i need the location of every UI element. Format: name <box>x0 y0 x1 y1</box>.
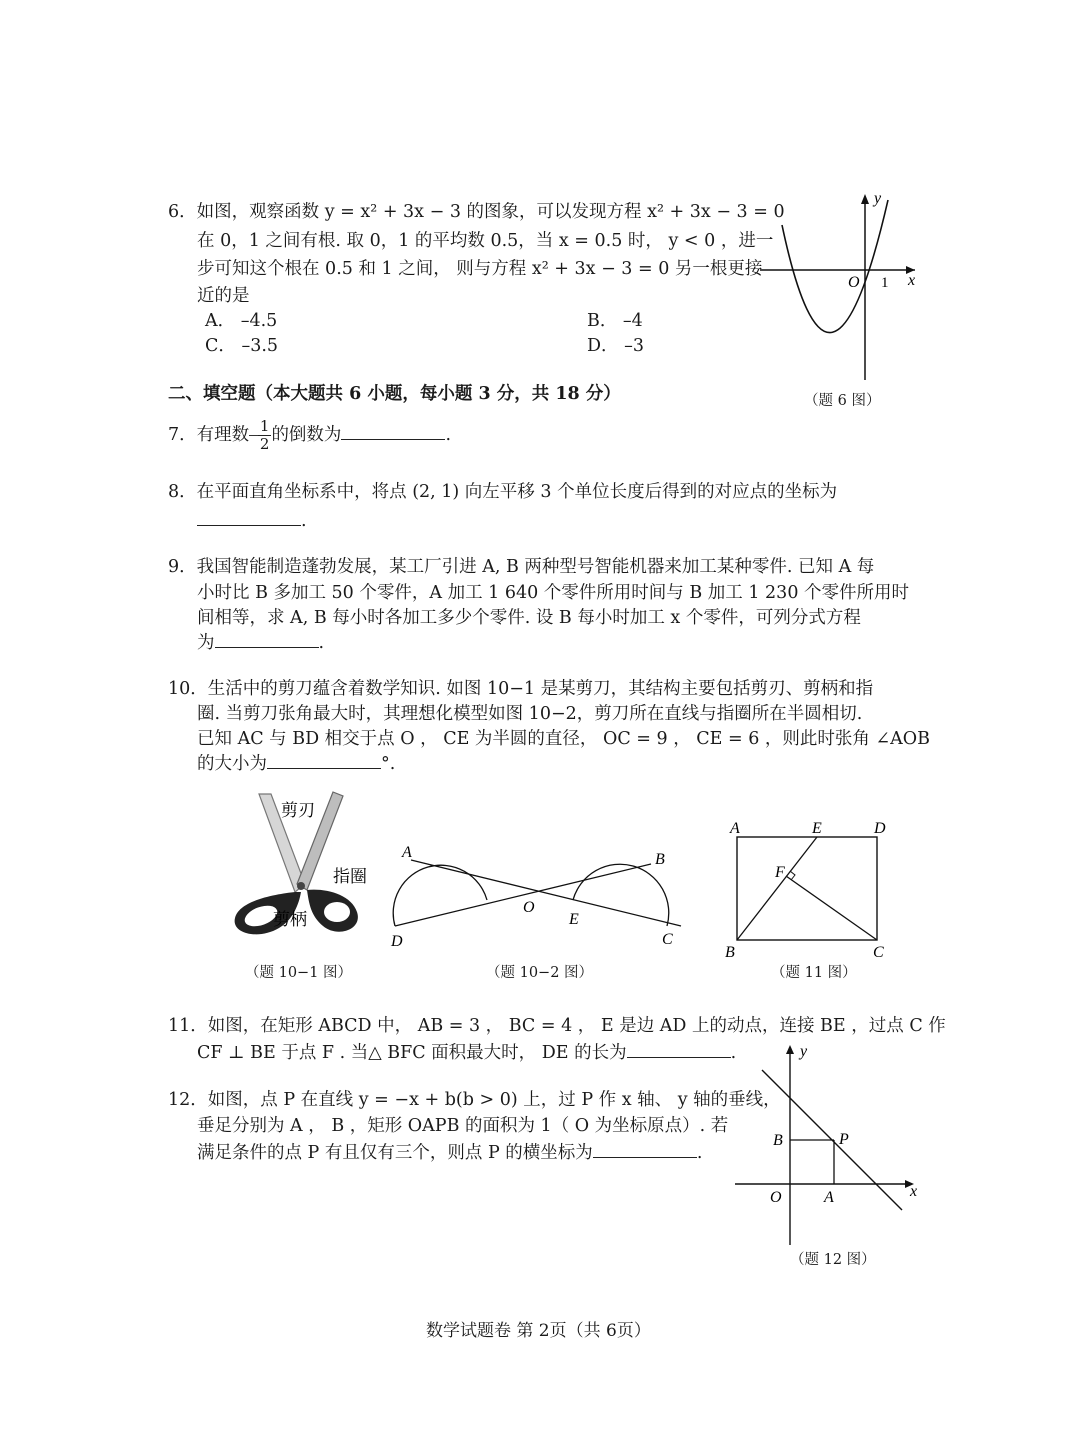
point-f-label: F <box>775 864 785 881</box>
q7-question <box>168 418 451 453</box>
semicircle-right <box>573 864 669 926</box>
q8-line-1: 8．在平面直角坐标系中，将点 (2, 1) 向左平移 3 个单位长度后得到的对应点的坐标为 <box>168 482 838 502</box>
q9-line-1: 9．我国智能制造蓬勃发展，某工厂引进 A, B 两种型号智能机器来加工某种零件. 已知 A 每 <box>168 557 875 577</box>
q6-line-2: 在 0，1 之间有根. 取 0，1 的平均数 0.5，当 x = 0.5 时， y < 0 ，进一 <box>197 231 774 251</box>
fig10-2-geometry <box>385 840 685 955</box>
q12-line-1: 12．如图，点 P 在直线 y = −x + b(b > 0) 上，过 P 作 x 轴、 y 轴的垂线， <box>168 1090 781 1110</box>
q10-end: °. <box>381 754 396 774</box>
q7-end: . <box>445 425 452 445</box>
point-d-label: D <box>874 820 886 837</box>
q6-figure-caption: （题 6 图） <box>804 393 881 409</box>
scissors-pivot <box>297 882 305 890</box>
q7-fraction <box>258 418 272 453</box>
q12-line-2: 垂足分别为 A ， B ，矩形 OAPB 的面积为 1（ O 为坐标原点）. 若 <box>197 1116 729 1136</box>
q6-option-a: A． –4.5 <box>205 311 278 331</box>
y-label: y <box>874 190 882 207</box>
q11-answer-blank[interactable] <box>627 1041 731 1058</box>
q8-end: . <box>301 511 307 531</box>
point-c-label: C <box>662 931 673 948</box>
q6-line-1: 6．如图，观察函数 y = x² + 3x − 3 的图象，可以发现方程 x² + 3x − 3 = 0 <box>168 202 785 222</box>
y-label: y <box>800 1043 808 1060</box>
q7-minus: – <box>249 424 258 444</box>
q10-line-3: 已知 AC 与 BD 相交于点 O ， CE 为半圆的直径， OC = 9 ， CE = 6 ，则此时张角 ∠AOB <box>197 729 930 749</box>
point-a-label: A <box>730 820 740 837</box>
point-b-label: B <box>773 1132 783 1149</box>
segment-be <box>737 837 817 940</box>
origin-label: O <box>848 274 860 291</box>
scissors-ring-right-hole <box>324 902 350 922</box>
q11-line-1: 11．如图，在矩形 ABCD 中， AB = 3 ， BC = 4 ， E 是边 AD 上的动点，连接 BE ，过点 C 作 <box>168 1016 946 1036</box>
q12-line-3-prefix: 满足条件的点 P 有且仅有三个，则点 P 的横坐标为 <box>197 1143 593 1163</box>
q7-answer-blank[interactable] <box>341 423 445 440</box>
q7-fraction-numerator: 1 <box>259 417 270 435</box>
q9-line-3: 间相等，求 A, B 每小时各加工多少个零件. 设 B 每小时加工 x 个零件，可列分式方程 <box>197 608 861 628</box>
q6-option-c: C． –3.5 <box>205 336 279 356</box>
x-label: x <box>910 1183 918 1200</box>
q7-fraction-denominator: 2 <box>259 435 270 453</box>
q8-answer-blank[interactable] <box>197 509 301 526</box>
scissors-figure <box>225 788 385 948</box>
page-footer: 数学试题卷 第 2页（共 6页） <box>426 1321 651 1341</box>
q10-line-4 <box>197 752 395 775</box>
point-d-label: D <box>391 933 403 950</box>
fig12-caption: （题 12 图） <box>790 1252 876 1268</box>
q12-answer-blank[interactable] <box>593 1141 697 1158</box>
y-axis-arrow <box>861 194 869 204</box>
x-label: x <box>908 272 916 289</box>
q8-answer-line <box>197 509 307 532</box>
section-2-title: 二、填空题（本大题共 6 小题，每小题 3 分，共 18 分） <box>168 384 621 404</box>
q6-line-3: 步可知这个根在 0.5 和 1 之间， 则与方程 x² + 3x − 3 = 0 另一根更接 <box>197 259 763 279</box>
q10-answer-blank[interactable] <box>267 752 381 769</box>
q6-line-4: 近的是 <box>197 286 250 306</box>
q9-line-4 <box>197 631 324 654</box>
q10-line-1: 10．生活中的剪刀蕴含着数学知识. 如图 10−1 是某剪刀，其结构主要包括剪刃、剪柄和指 <box>168 679 874 699</box>
q12-coordinate-figure <box>730 1040 925 1245</box>
point-e-label: E <box>812 820 822 837</box>
point-a-label: A <box>402 844 412 861</box>
q6-option-b: B． –4 <box>587 311 643 331</box>
semicircle-left <box>393 865 487 926</box>
tick-one-label: 1 <box>881 275 889 291</box>
point-o-label: O <box>523 899 535 916</box>
point-a-label: A <box>824 1189 834 1206</box>
q11-line-2-prefix: CF ⊥ BE 于点 F . 当△ BFC 面积最大时， DE 的长为 <box>197 1043 627 1063</box>
origin-label: O <box>770 1189 782 1206</box>
q6-parabola-figure <box>760 190 930 390</box>
label-blade: 剪刃 <box>281 801 315 820</box>
q11-line-2 <box>197 1041 736 1064</box>
label-finger-ring: 指圈 <box>333 867 367 886</box>
fig11-rectangle <box>722 815 897 960</box>
point-p-label: P <box>839 1131 849 1148</box>
segment-cf <box>786 876 877 940</box>
q6-option-d: D． –3 <box>587 336 644 356</box>
line-a-c <box>411 860 681 926</box>
q10-line-2: 圈. 当剪刀张角最大时，其理想化模型如图 10−2，剪刀所在直线与指圈所在半圆相切. <box>197 704 863 724</box>
q9-answer-blank[interactable] <box>215 631 319 648</box>
q12-end: . <box>696 1143 703 1163</box>
line-d-b <box>395 864 651 926</box>
q11-end: . <box>730 1043 737 1063</box>
fig10-1-caption: （题 10−1 图） <box>245 965 353 981</box>
point-b-label: B <box>725 944 735 961</box>
parabola-curve <box>782 200 888 333</box>
point-e-label: E <box>569 911 579 928</box>
q7-suffix: 的倒数为 <box>271 425 342 445</box>
label-handle: 剪柄 <box>273 910 307 929</box>
fig11-caption: （题 11 图） <box>771 965 857 981</box>
y-axis-arrow <box>786 1045 794 1054</box>
q7-prefix: 7．有理数 <box>168 425 250 445</box>
q9-line-2: 小时比 B 多加工 50 个零件，A 加工 1 640 个零件所用时间与 B 加工 1 230 个零件所用时 <box>197 583 910 603</box>
q10-line-4-prefix: 的大小为 <box>197 754 267 774</box>
point-b-label: B <box>655 851 665 868</box>
fig10-2-caption: （题 10−2 图） <box>486 965 594 981</box>
q12-line-3 <box>197 1141 702 1164</box>
point-c-label: C <box>873 944 884 961</box>
q9-line-4-prefix: 为 <box>197 633 215 653</box>
q9-end: . <box>318 633 325 653</box>
